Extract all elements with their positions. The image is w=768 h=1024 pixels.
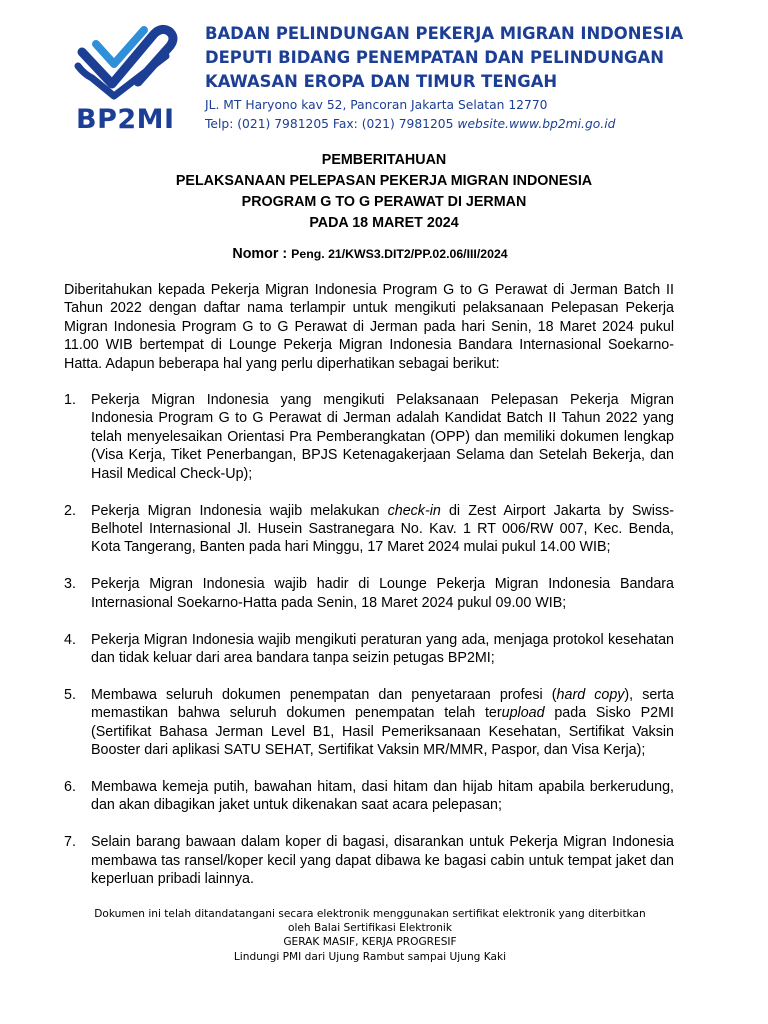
website-link[interactable]: website.www.bp2mi.go.id (457, 117, 616, 131)
footer-line: oleh Balai Sertifikasi Elektronik (287, 922, 452, 935)
list-item (64, 631, 674, 668)
item-text: Pekerja Migran Indonesia wajib mengikuti peraturan yang ada, menjaga protokol kesehatan dan tidak keluar dari area bandara tanpa seizin petugas BP2MI; (91, 631, 674, 666)
intro-paragraph: Diberitahukan kepada Pekerja Migran Indonesia Program G to G Perawat di Jerman Batch II Tahun 2022 dengan daftar nama terlampir untuk mengikuti pelaksanaan Pelepasan Pekerja Migran Indonesia Program G to G Perawat di Jerman pada hari Senin, 18 Maret 2024 pukul 11.00 WIB bertempat di Lounge Pekerja Migran Indonesia Bandara Internasional Soekarno-Hatta. Adapun beberapa hal yang perlu diperhatikan sebagai berikut: (64, 282, 674, 372)
list-item (64, 391, 674, 483)
item-number: 4. (64, 631, 76, 648)
address-line: JL. MT Haryono kav 52, Pancoran Jakarta Selatan 12770 (205, 98, 548, 112)
title-line: PROGRAM G TO G PERAWAT DI JERMAN (241, 194, 527, 210)
list-item (64, 778, 674, 815)
item-text-part: Membawa seluruh dokumen penempatan dan penyetaraan profesi ( (91, 686, 557, 703)
footer (0, 907, 740, 964)
contact-line (205, 115, 615, 134)
org-line: KAWASAN EROPA DAN TIMUR TENGAH (205, 72, 558, 91)
item-text (91, 503, 674, 556)
logo-text: BP2MI (76, 104, 175, 135)
item-text: Pekerja Migran Indonesia wajib hadir di Lounge Pekerja Migran Indonesia Bandara Internasional Soekarno-Hatta pada Senin, 18 Maret 2024 pukul 09.00 WIB; (91, 576, 674, 611)
item-number: 5. (64, 686, 76, 703)
item-text-part: di Zest Airport Jakarta by Swiss-Belhotel Internasional Jl. Husein Sastranegara No. Kav. 1 RT 006/RW 007, Kec. Benda, Kota Tangerang, Banten pada hari Minggu, 17 Maret 2024 mulai pukul 14.00 WIB; (91, 502, 674, 556)
org-line: BADAN PELINDUNGAN PEKERJA MIGRAN INDONESIA (205, 24, 684, 43)
phone-fax: Telp: (021) 7981205 Fax: (021) 7981205 (205, 117, 454, 131)
item-number: 1. (64, 392, 76, 409)
item-text: Membawa kemeja putih, bawahan hitam, dasi hitam dan hijab hitam apabila berkerudung, dan akan dibagikan jaket untuk dikenakan saat acara pelepasan; (91, 779, 674, 814)
list-item (64, 502, 674, 557)
nomor-value: Peng. 21/KWS3.DIT2/PP.02.06/III/2024 (291, 247, 508, 261)
footer-line: Dokumen ini telah ditandatangani secara elektronik menggunakan sertifikat elektronik yang diterbitkan (94, 908, 646, 920)
document-title (0, 150, 768, 234)
item-text-part: Pekerja Migran Indonesia wajib melakukan (91, 502, 388, 519)
item-number: 6. (64, 779, 76, 796)
item-text-italic: hard copy (556, 686, 625, 703)
bp2mi-logo (74, 22, 186, 135)
item-number: 7. (64, 834, 76, 851)
footer-line: GERAK MASIF, KERJA PROGRESIF (283, 936, 457, 949)
letterhead (74, 16, 714, 134)
title-line: PADA 18 MARET 2024 (309, 215, 459, 231)
org-line: DEPUTI BIDANG PENEMPATAN DAN PELINDUNGAN (205, 48, 664, 67)
item-text-part: ), serta memastikan bahwa seluruh dokumen penempatan telah ter (91, 686, 674, 722)
item-text (91, 687, 674, 758)
document-body (64, 281, 674, 907)
item-text: Pekerja Migran Indonesia yang mengikuti Pelaksanaan Pelepasan Pekerja Migran Indonesia Program G to G Perawat di Jerman adalah Kandidat Batch II Tahun 2022 yang telah menyelesaikan Orientasi Pra Pemberangkatan (OPP) dan memiliki dokumen lengkap (Visa Kerja, Tiket Penerbangan, BPJS Ketenagakerjaan Selama dan Setelah Bekerja, dan Hasil Medical Check-Up); (91, 392, 674, 482)
item-text-italic: check-in (387, 502, 441, 519)
title-line: PELAKSANAAN PELEPASAN PEKERJA MIGRAN INDONESIA (175, 173, 593, 189)
list-item (64, 833, 674, 888)
list-item (64, 686, 674, 760)
list-item (64, 575, 674, 612)
item-number: 2. (64, 502, 76, 519)
bp2mi-logo-icon (74, 22, 186, 102)
footer-line: Lindungi PMI dari Ujung Rambut sampai Ujung Kaki (233, 950, 507, 963)
nomor-label: Nomor : (232, 246, 288, 262)
requirements-list (64, 391, 674, 889)
item-text-italic: upload (501, 705, 545, 722)
address-block (205, 96, 615, 134)
organization-name (205, 22, 683, 94)
title-line: PEMBERITAHUAN (321, 152, 447, 168)
item-number: 3. (64, 576, 76, 593)
document-number (0, 246, 740, 262)
item-text: Selain barang bawaan dalam koper di bagasi, disarankan untuk Pekerja Migran Indonesia membawa tas ransel/koper kecil yang dapat dibawa ke bagasi cabin untuk tempat jaket dan keperluan pribadi lainnya. (91, 834, 674, 888)
item-text-part: pada Sisko P2MI (Sertifikat Bahasa Jerman Level B1, Hasil Pemeriksanaan Kesehatan, Sertifikat Vaksin Booster dari aplikasi SATU SEHAT, Sertifikat Vaksin MR/MMR, Paspor, dan Visa Kerja); (91, 705, 674, 759)
